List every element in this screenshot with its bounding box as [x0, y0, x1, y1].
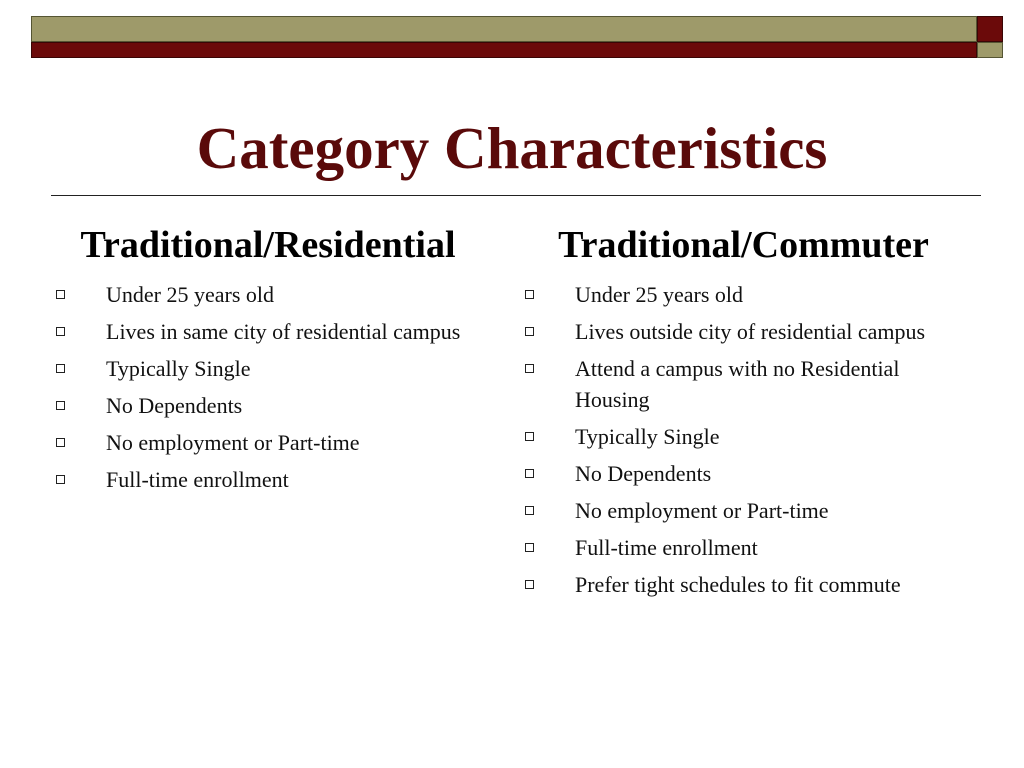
list-item: [521, 569, 966, 600]
left-bullet-list: [52, 279, 484, 495]
list-item: [521, 421, 966, 452]
list-item: [521, 316, 966, 347]
right-column-heading: Traditional/Commuter: [558, 224, 929, 266]
list-item-text: Under 25 years old: [106, 282, 275, 307]
square-bullet-icon: [56, 290, 65, 299]
left-column-heading: Traditional/Residential: [80, 224, 456, 266]
square-bullet-icon: [525, 364, 534, 373]
list-item-text: Typically Single: [575, 424, 720, 449]
list-item: [52, 316, 484, 347]
square-bullet-icon: [525, 290, 534, 299]
list-item: [52, 464, 484, 495]
square-bullet-icon: [525, 432, 534, 441]
list-item-text: No employment or Part-time: [106, 430, 360, 455]
square-bullet-icon: [56, 327, 65, 336]
list-item-text: Lives outside city of residential campus: [575, 319, 926, 344]
list-item: [521, 495, 966, 526]
list-item: [521, 458, 966, 489]
square-bullet-icon: [56, 364, 65, 373]
list-item: [52, 390, 484, 421]
square-bullet-icon: [525, 580, 534, 589]
square-bullet-icon: [525, 543, 534, 552]
square-bullet-icon: [56, 475, 65, 484]
list-item: [52, 427, 484, 458]
left-column: [52, 220, 484, 501]
top-decor-band-dark: [31, 42, 977, 58]
list-item-text: Under 25 years old: [575, 282, 744, 307]
list-item-text: Typically Single: [106, 356, 251, 381]
list-item-text: Full-time enrollment: [575, 535, 758, 560]
square-bullet-icon: [525, 469, 534, 478]
list-item: [52, 279, 484, 310]
title-divider: [51, 195, 981, 196]
list-item: [521, 532, 966, 563]
right-bullet-list: [521, 279, 966, 600]
list-item-text: Full-time enrollment: [106, 467, 289, 492]
square-bullet-icon: [56, 401, 65, 410]
top-decor-band: [31, 16, 977, 42]
list-item-text: No Dependents: [106, 393, 243, 418]
list-item-text: Prefer tight schedules to fit commute: [575, 572, 901, 597]
list-item-text: Lives in same city of residential campus: [106, 319, 461, 344]
list-item-text: No employment or Part-time: [575, 498, 829, 523]
slide-title: Category Characteristics: [196, 115, 828, 181]
list-item: [521, 279, 966, 310]
corner-square-dark: [977, 16, 1003, 42]
list-item: [521, 353, 966, 415]
square-bullet-icon: [56, 438, 65, 447]
list-item-text: No Dependents: [575, 461, 712, 486]
square-bullet-icon: [525, 327, 534, 336]
corner-square-light: [977, 42, 1003, 58]
list-item-text: Attend a campus with no Residential Housing: [575, 356, 900, 412]
right-column: [521, 220, 966, 606]
square-bullet-icon: [525, 506, 534, 515]
list-item: [52, 353, 484, 384]
